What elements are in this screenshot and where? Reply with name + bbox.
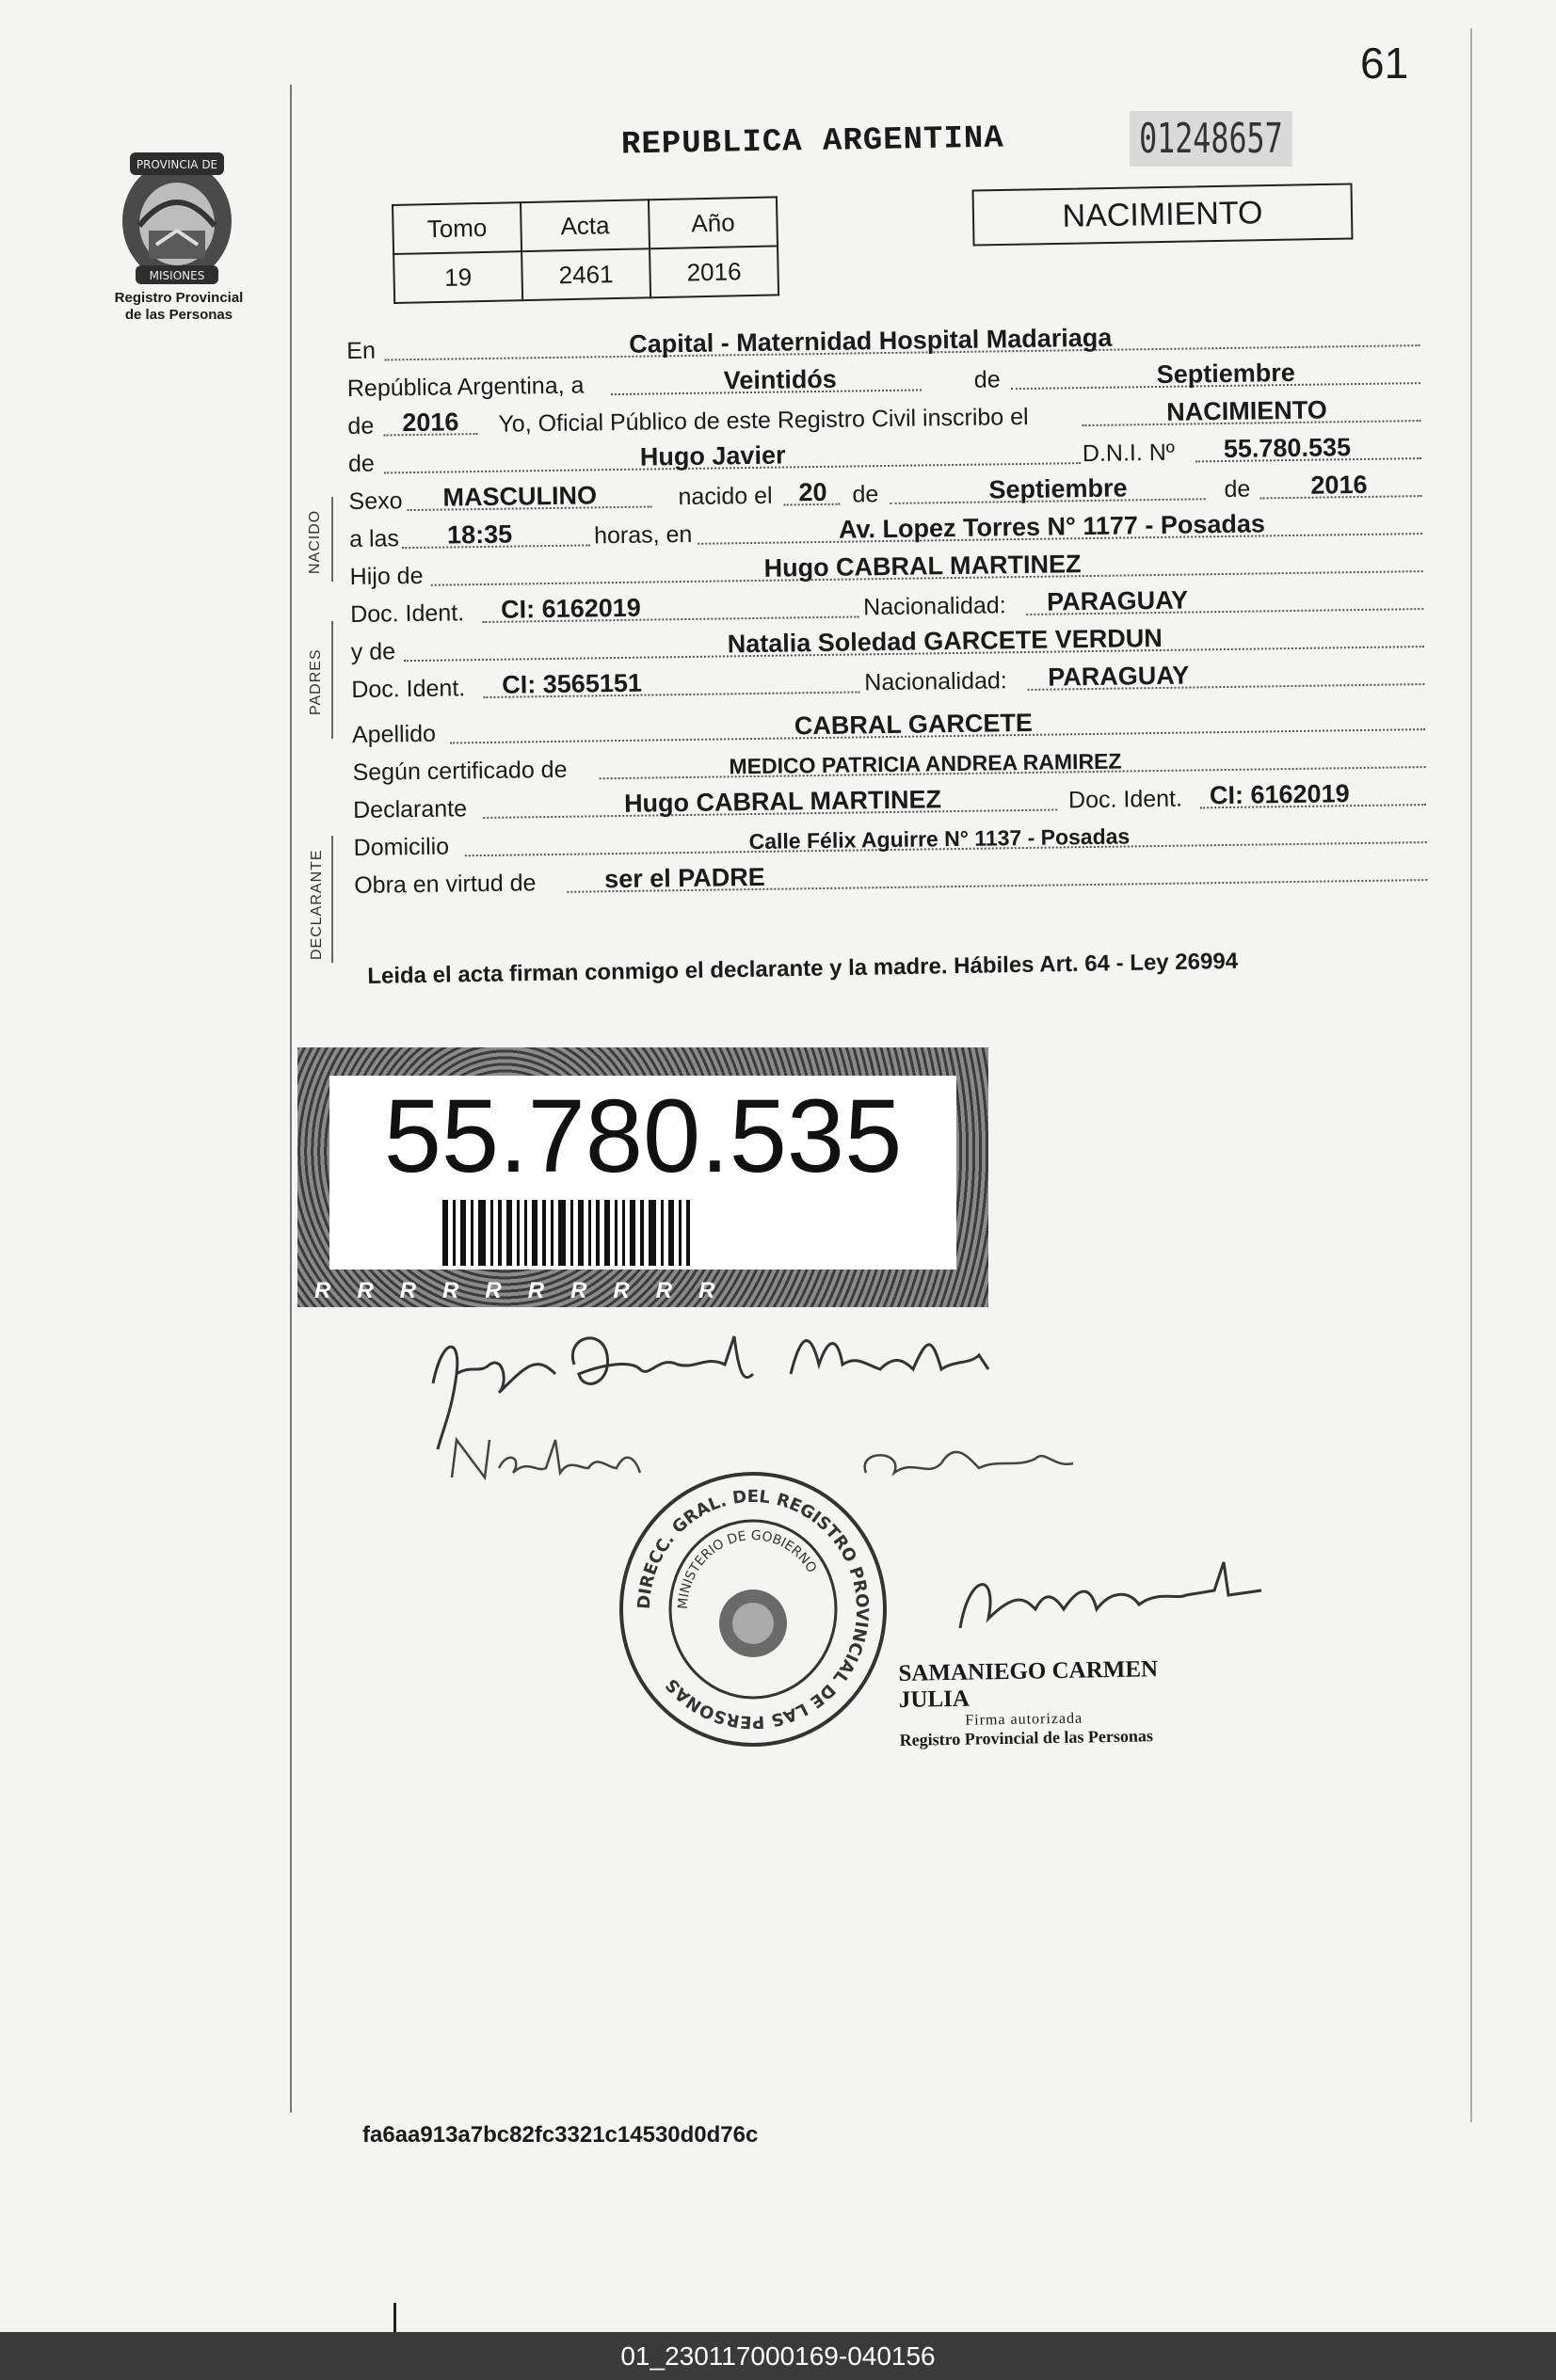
official-stamp	[898, 1655, 1220, 1750]
barcode-bar	[661, 1200, 664, 1266]
barcode-bar	[490, 1200, 493, 1266]
value-dni: 55.780.535	[1223, 433, 1352, 464]
label-doc-padre: Doc. Ident.	[350, 599, 465, 628]
official-signature	[941, 1553, 1280, 1656]
value-mes: Septiembre	[1156, 358, 1296, 389]
label-declarante: Declarante	[352, 795, 468, 823]
side-bar-nacido	[331, 497, 333, 582]
country-title: REPUBLICA ARGENTINA	[620, 120, 1004, 164]
handwritten-signatures	[414, 1318, 1186, 1487]
seal-ring-text: DIRECC. GRAL. DEL REGISTRO PROVINCIAL DE LAS PERSONAS	[634, 1486, 873, 1733]
birth-record-form	[346, 314, 1427, 902]
barcode-bar	[524, 1200, 527, 1266]
label-domicilio: Domicilio	[353, 833, 450, 861]
barcode-bar	[630, 1200, 635, 1266]
strip-letter: R	[442, 1278, 459, 1303]
registry-header-anio: Año	[649, 197, 778, 248]
barcode-bar	[471, 1200, 473, 1266]
label-dni: D.N.I. Nº	[1082, 439, 1176, 468]
seal-inner-text: MINISTERIO DE GOBIERNO	[675, 1527, 820, 1610]
registry-value-acta: 2461	[521, 248, 650, 300]
misiones-coat-of-arms-icon	[102, 141, 252, 292]
barcode-bar	[622, 1200, 625, 1266]
registry-value-tomo: 19	[393, 251, 522, 303]
barcode-bar	[588, 1200, 591, 1266]
record-type-box: NACIMIENTO	[972, 183, 1354, 246]
label-a-las: a las	[348, 525, 400, 552]
value-hora: 18:35	[446, 519, 513, 550]
barcode-bar	[558, 1200, 566, 1266]
value-sexo: MASCULINO	[442, 481, 598, 512]
strip-letter: R	[399, 1278, 417, 1303]
side-label-nacido: NACIDO	[307, 509, 323, 574]
value-madre-nac: PARAGUAY	[1048, 661, 1190, 692]
label-de-nombre: de	[347, 450, 376, 477]
label-doc-declarante: Doc. Ident.	[1067, 785, 1183, 814]
page-number: 61	[1360, 39, 1409, 88]
label-horas-en: horas, en	[593, 520, 693, 550]
value-obra: ser el PADRE	[603, 862, 765, 894]
label-apellido: Apellido	[351, 720, 437, 748]
strip-letter: R	[314, 1278, 331, 1303]
label-de-mes: de	[973, 366, 1001, 393]
value-padre: Hugo CABRAL MARTINEZ	[763, 550, 1082, 583]
value-certificado: MEDICO PATRICIA ANDREA RAMIREZ	[729, 748, 1122, 779]
strip-letter: R	[655, 1278, 673, 1303]
left-margin-line	[290, 85, 292, 2113]
official-seal	[612, 1468, 894, 1750]
official-org: Registro Provincial de las Personas	[899, 1726, 1154, 1749]
barcode-bar	[506, 1200, 512, 1266]
strip-letter: R	[527, 1278, 545, 1303]
label-sexo: Sexo	[348, 487, 403, 515]
label-en: En	[346, 337, 377, 364]
barcode-bar	[578, 1200, 584, 1266]
barcode-bar	[640, 1200, 644, 1266]
scan-footer: 01_230117000169-040156	[0, 2332, 1556, 2380]
label-y-de: y de	[350, 638, 396, 665]
registry-table	[392, 196, 779, 304]
barcode-bar	[551, 1200, 553, 1266]
barcode-bar	[679, 1200, 682, 1266]
value-inscripcion: NACIMIENTO	[1166, 395, 1328, 426]
label-nac-padre: Nacionalidad:	[862, 592, 1006, 621]
logo-caption-line1: Registro Provincial	[114, 290, 244, 306]
logo-text-bottom: MISIONES	[149, 269, 205, 282]
label-yo: Yo, Oficial Público de este Registro Civil inscribo el	[498, 403, 1029, 438]
father-signature	[433, 1336, 988, 1449]
label-nac-madre: Nacionalidad:	[864, 667, 1007, 696]
registry-header-row	[393, 197, 778, 254]
dni-sticker-strip	[297, 1275, 988, 1307]
strip-letter: R	[698, 1278, 715, 1303]
dni-sticker-label	[329, 1076, 956, 1270]
barcode-bar	[542, 1200, 546, 1266]
barcode-bar	[686, 1200, 690, 1266]
logo-caption-line2: de las Personas	[124, 307, 233, 323]
label-doc-madre: Doc. Ident.	[351, 675, 466, 703]
barcode-bar	[442, 1200, 448, 1266]
barcode-bar	[668, 1200, 674, 1266]
label-nacido-el: nacido el	[678, 482, 773, 511]
value-madre-doc: CI: 3565151	[502, 668, 643, 699]
logo-caption	[94, 290, 264, 324]
barcode-bar	[478, 1200, 486, 1266]
value-nombre: Hugo Javier	[639, 440, 786, 471]
value-anio: 2016	[402, 407, 459, 438]
document-hash: fa6aa913a7bc82fc3321c14530d0d76c	[362, 2122, 759, 2148]
side-bar-padres	[331, 621, 333, 739]
registry-value-anio: 2016	[650, 246, 778, 297]
label-segun: Según certificado de	[352, 756, 568, 786]
barcode-bar	[649, 1200, 656, 1266]
side-label-declarante: DECLARANTE	[309, 849, 325, 960]
label-hijo-de: Hijo de	[349, 562, 424, 590]
value-declarante-doc: CI: 6162019	[1209, 779, 1350, 810]
right-margin-line	[1470, 28, 1472, 2122]
dni-sticker-number: 55.780.535	[383, 1078, 903, 1194]
official-name: SAMANIEGO CARMEN JULIA	[898, 1656, 1159, 1713]
serial-number: 01248657	[1130, 111, 1292, 167]
barcode-bar	[460, 1200, 466, 1266]
value-anio-nac: 2016	[1310, 470, 1368, 500]
barcode-bar	[596, 1200, 600, 1266]
value-lugar-nac: Av. Lopez Torres N° 1177 - Posadas	[838, 509, 1266, 544]
value-lugar: Capital - Maternidad Hospital Madariaga	[629, 323, 1113, 359]
value-domicilio: Calle Félix Aguirre N° 1137 - Posadas	[748, 823, 1131, 855]
registry-header-acta: Acta	[521, 200, 650, 251]
closing-statement: Leida el acta firman conmigo el declarante y la madre. Hábiles Art. 64 - Ley 26994	[367, 948, 1239, 989]
official-role: Firma autorizada	[965, 1710, 1083, 1729]
bottom-mark	[393, 2303, 396, 2333]
strip-letter: R	[570, 1278, 587, 1303]
label-republica: República Argentina, a	[346, 372, 585, 402]
logo-text-top: PROVINCIA DE	[136, 158, 218, 171]
registry-header-tomo: Tomo	[393, 202, 521, 254]
label-de-mes-nac: de	[852, 481, 879, 508]
value-padre-doc: CI: 6162019	[500, 593, 641, 624]
barcode-bar	[570, 1200, 573, 1266]
strip-letter: R	[613, 1278, 630, 1303]
label-de-anio: de	[347, 412, 375, 439]
side-label-padres: PADRES	[308, 648, 324, 715]
registry-value-row	[393, 246, 778, 303]
label-de-anio-nac: de	[1224, 475, 1251, 503]
value-dia-nac: 20	[798, 477, 827, 507]
value-dia-palabra: Veintidós	[723, 364, 838, 395]
value-apellido: CABRAL GARCETE	[794, 708, 1034, 741]
value-madre: Natalia Soledad GARCETE VERDUN	[727, 623, 1163, 659]
strip-letter: R	[485, 1278, 502, 1303]
label-obra: Obra en virtud de	[354, 870, 537, 899]
value-padre-nac: PARAGUAY	[1046, 585, 1189, 616]
dni-barcode	[442, 1200, 847, 1266]
barcode-bar	[532, 1200, 537, 1266]
strip-letter: R	[357, 1278, 374, 1303]
value-declarante: Hugo CABRAL MARTINEZ	[623, 785, 942, 818]
barcode-bar	[604, 1200, 610, 1266]
barcode-bar	[498, 1200, 502, 1266]
dni-sticker	[297, 1047, 988, 1307]
barcode-bar	[517, 1200, 520, 1266]
side-bar-declarante	[331, 836, 333, 963]
barcode-bar	[615, 1200, 618, 1266]
barcode-bar	[453, 1200, 456, 1266]
value-mes-nac: Septiembre	[988, 473, 1128, 504]
